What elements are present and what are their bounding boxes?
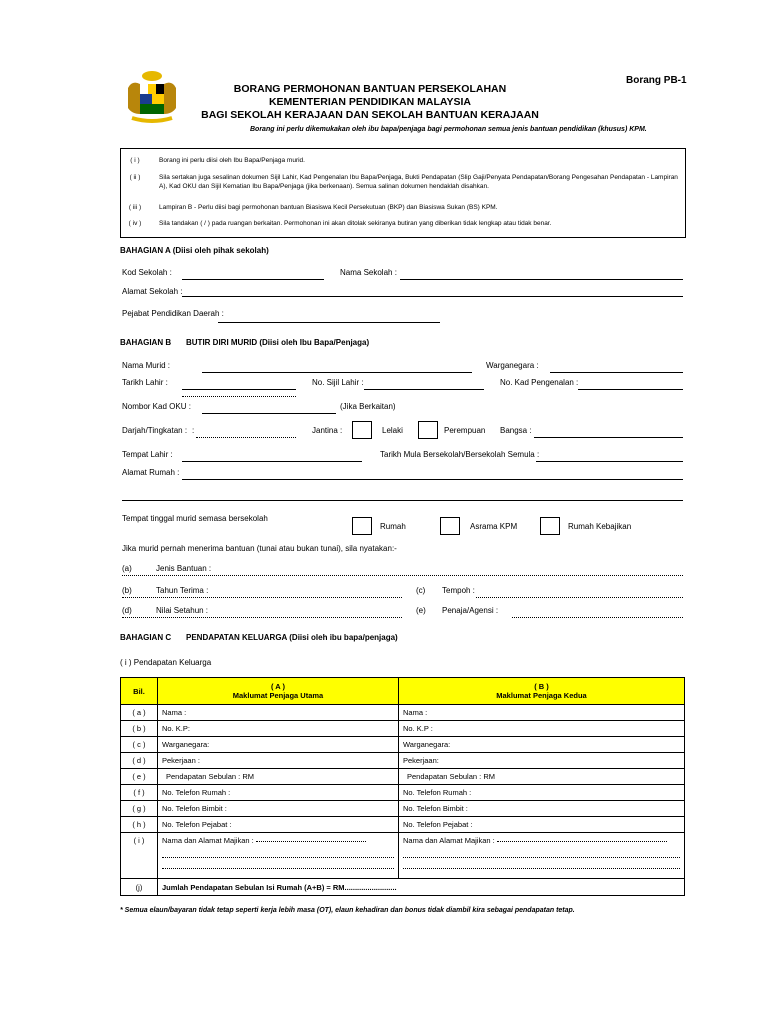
- bantuan-b-label: (b): [122, 586, 132, 595]
- penjaga-utama-tel-pejabat[interactable]: No. Telefon Pejabat :: [158, 817, 399, 833]
- table-row: (j) Jumlah Pendapatan Sebulan Isi Rumah (A+B) = RM.........................: [121, 879, 685, 896]
- bangsa-field[interactable]: [534, 437, 683, 438]
- table-row: ( c ) Warganegara: Warganegara:: [121, 737, 685, 753]
- table-row: ( b ) No. K.P: No. K.P :: [121, 721, 685, 737]
- title-line3: BAGI SEKOLAH KERAJAAN DAN SEKOLAH BANTUAN KERAJAAN: [201, 109, 539, 121]
- table-row: ( e ) Pendapatan Sebulan : RM Pendapatan Sebulan : RM: [121, 769, 685, 785]
- tempat-lahir-field[interactable]: [182, 461, 362, 462]
- penjaga-kedua-kp[interactable]: No. K.P :: [399, 721, 685, 737]
- tarikh-lahir-field[interactable]: [182, 389, 296, 390]
- table-row: ( h ) No. Telefon Pejabat : No. Telefon Pejabat :: [121, 817, 685, 833]
- table-row: ( g ) No. Telefon Bimbit : No. Telefon Bimbit :: [121, 801, 685, 817]
- title-line2: KEMENTERIAN PENDIDIKAN MALAYSIA: [268, 96, 472, 108]
- jenis-bantuan-label: Jenis Bantuan :: [156, 564, 212, 573]
- penjaga-kedua-tel-bimbit[interactable]: No. Telefon Bimbit :: [399, 801, 685, 817]
- kebajikan-checkbox[interactable]: [540, 517, 560, 535]
- tempoh-field[interactable]: [476, 597, 683, 598]
- tempat-tinggal-label: Tempat tinggal murid semasa bersekolah: [122, 514, 268, 523]
- notes-box: ( i ) Borang ini perlu diisi oleh Ibu Bapa/Penjaga murid. ( ii ) Sila sertakan juga sesalinan dokumen Sijil Lahir, Kad Pengenalan Ibu Bapa/Penjaga, Bukti Pendapatan (Slip Gaji/Penyata Pendapatan/Borang Pengesahan Pendapatan - Lampiran A), Kad OKU dan Sijil Kematian Ibu Bapa/Penjaga (jika berkenaan). Semua salinan dokumen hendaklah disahkan. ( iii ) Lampiran B - Perlu diisi bagi permohonan bantuan Biasiswa Kecil Persekutuan (BKP) dan Biasiswa Sukan (BS) KPM. ( iv ) Sila tandakan ( / ) pada ruangan berkaitan. Permohonan ini akan ditolak sekiranya butiran yang diberikan tidak lengkap atau tidak benar.: [120, 148, 686, 238]
- lelaki-checkbox[interactable]: [352, 421, 372, 439]
- penaja-label: Penaja/Agensi :: [442, 606, 499, 615]
- perempuan-checkbox[interactable]: [418, 421, 438, 439]
- kad-oku-label: Nombor Kad OKU :: [122, 402, 191, 411]
- footnote: * Semua elaun/bayaran tidak tetap seperti kerja lebih masa (OT), elaun kehadiran dan bonus tidak diambil kira sebagai pendapatan tetap.: [120, 907, 575, 914]
- title-line1: BORANG PERMOHONAN BANTUAN PERSEKOLAHAN: [233, 83, 507, 95]
- bantuan-e-label: (e): [416, 606, 426, 615]
- jantina-label: Jantina :: [312, 426, 343, 435]
- section-a-title: BAHAGIAN A (Diisi oleh pihak sekolah): [120, 246, 269, 255]
- rumah-checkbox[interactable]: [352, 517, 372, 535]
- form-code: Borang PB-1: [626, 75, 687, 86]
- tempoh-label: Tempoh :: [442, 586, 475, 595]
- penjaga-utama-pekerjaan[interactable]: Pekerjaan :: [158, 753, 399, 769]
- penaja-field[interactable]: [512, 617, 683, 618]
- no-kp-field[interactable]: [578, 389, 683, 390]
- penjaga-utama-tel-bimbit[interactable]: No. Telefon Bimbit :: [158, 801, 399, 817]
- jika-bantuan-label: Jika murid pernah menerima bantuan (tunai atau bukan tunai), sila nyatakan:-: [122, 544, 397, 553]
- darjah-colon: :: [192, 426, 195, 435]
- tarikh-mula-label: Tarikh Mula Bersekolah/Bersekolah Semula :: [380, 450, 540, 459]
- tarikh-lahir-label: Tarikh Lahir :: [122, 378, 168, 387]
- jika-berkaitan: (Jika Berkaitan): [340, 402, 396, 411]
- crest-logo: [124, 70, 180, 126]
- kod-sekolah-label: Kod Sekolah :: [122, 268, 172, 277]
- section-b-title: BAHAGIAN B: [120, 338, 172, 347]
- section-c-subtitle: PENDAPATAN KELUARGA (Diisi oleh ibu bapa/penjaga): [186, 633, 398, 642]
- penjaga-utama-majikan[interactable]: Nama dan Alamat Majikan :: [158, 833, 399, 879]
- kad-oku-field[interactable]: [202, 413, 336, 414]
- table-row: ( a ) Nama : Nama :: [121, 705, 685, 721]
- ppd-label: Pejabat Pendidikan Daerah :: [122, 309, 224, 318]
- tahun-terima-field[interactable]: [122, 597, 402, 598]
- darjah-label: Darjah/Tingkatan :: [122, 426, 188, 435]
- pendapatan-keluarga-label: ( i ) Pendapatan Keluarga: [120, 658, 212, 667]
- asrama-label: Asrama KPM: [470, 522, 518, 531]
- warganegara-field[interactable]: [550, 372, 683, 373]
- family-income-table: [120, 677, 685, 896]
- penjaga-kedua-tel-pejabat[interactable]: No. Telefon Pejabat :: [399, 817, 685, 833]
- rumah-label: Rumah: [380, 522, 406, 531]
- section-c-title: BAHAGIAN C: [120, 633, 172, 642]
- no-sijil-label: No. Sijil Lahir :: [312, 378, 364, 387]
- penjaga-utama-pendapatan[interactable]: Pendapatan Sebulan : RM: [158, 769, 399, 785]
- nama-sekolah-label: Nama Sekolah :: [340, 268, 397, 277]
- alamat-rumah-field-2[interactable]: [122, 500, 683, 501]
- alamat-sekolah-field-1[interactable]: [182, 296, 683, 297]
- tarikh-lahir-dots: [182, 396, 296, 397]
- bangsa-label: Bangsa :: [500, 426, 532, 435]
- alamat-sekolah-label: Alamat Sekolah :: [122, 287, 183, 296]
- table-row: ( d ) Pekerjaan : Pekerjaan:: [121, 753, 685, 769]
- col-bil: Bil.: [121, 678, 158, 705]
- penjaga-kedua-nama[interactable]: Nama :: [399, 705, 685, 721]
- nilai-label: Nilai Setahun :: [156, 606, 209, 615]
- bantuan-a-label: (a): [122, 564, 132, 573]
- penjaga-kedua-majikan[interactable]: Nama dan Alamat Majikan :: [399, 833, 685, 879]
- penjaga-kedua-tel-rumah[interactable]: No. Telefon Rumah :: [399, 785, 685, 801]
- bantuan-d-label: (d): [122, 606, 132, 615]
- ppd-field[interactable]: [218, 322, 440, 323]
- warganegara-label: Warganegara :: [486, 361, 539, 370]
- tempat-lahir-label: Tempat Lahir :: [122, 450, 173, 459]
- kebajikan-label: Rumah Kebajikan: [568, 522, 632, 531]
- darjah-field[interactable]: [196, 437, 296, 438]
- nama-sekolah-field[interactable]: [400, 279, 683, 280]
- penjaga-utama-warganegara[interactable]: Warganegara:: [158, 737, 399, 753]
- penjaga-utama-nama[interactable]: Nama :: [158, 705, 399, 721]
- alamat-rumah-field-1[interactable]: [182, 479, 683, 480]
- penjaga-kedua-pekerjaan[interactable]: Pekerjaan:: [399, 753, 685, 769]
- col-penjaga-utama: ( A ) Maklumat Penjaga Utama: [158, 678, 399, 705]
- lelaki-label: Lelaki: [382, 426, 403, 435]
- nama-murid-field[interactable]: [202, 372, 472, 373]
- table-row: ( i ) Nama dan Alamat Majikan : Nama dan Alamat Majikan :: [121, 833, 685, 879]
- no-kp-label: No. Kad Pengenalan :: [500, 378, 579, 387]
- penjaga-utama-kp[interactable]: No. K.P:: [158, 721, 399, 737]
- bantuan-c-label: (c): [416, 586, 426, 595]
- nama-murid-label: Nama Murid :: [122, 361, 171, 370]
- perempuan-label: Perempuan: [444, 426, 486, 435]
- tahun-terima-label: Tahun Terima :: [156, 586, 209, 595]
- tarikh-mula-field[interactable]: [536, 461, 683, 462]
- col-penjaga-kedua: ( B ) Maklumat Penjaga Kedua: [399, 678, 685, 705]
- no-sijil-field[interactable]: [364, 389, 484, 390]
- penjaga-kedua-warganegara[interactable]: Warganegara:: [399, 737, 685, 753]
- penjaga-utama-tel-rumah[interactable]: No. Telefon Rumah :: [158, 785, 399, 801]
- jenis-bantuan-field[interactable]: [122, 575, 683, 576]
- table-row: ( f ) No. Telefon Rumah : No. Telefon Rumah :: [121, 785, 685, 801]
- subtitle: Borang ini perlu dikemukakan oleh ibu bapa/penjaga bagi permohonan semua jenis bantuan pendidikan (khusus) KPM.: [250, 126, 647, 133]
- kod-sekolah-field[interactable]: [182, 279, 324, 280]
- penjaga-kedua-pendapatan[interactable]: Pendapatan Sebulan : RM: [399, 769, 685, 785]
- asrama-checkbox[interactable]: [440, 517, 460, 535]
- alamat-rumah-label: Alamat Rumah :: [122, 468, 180, 477]
- section-b-subtitle: BUTIR DIRI MURID (Diisi oleh Ibu Bapa/Penjaga): [186, 338, 370, 347]
- jumlah-pendapatan[interactable]: Jumlah Pendapatan Sebulan Isi Rumah (A+B) = RM.........................: [158, 879, 685, 896]
- nilai-field[interactable]: [122, 617, 402, 618]
